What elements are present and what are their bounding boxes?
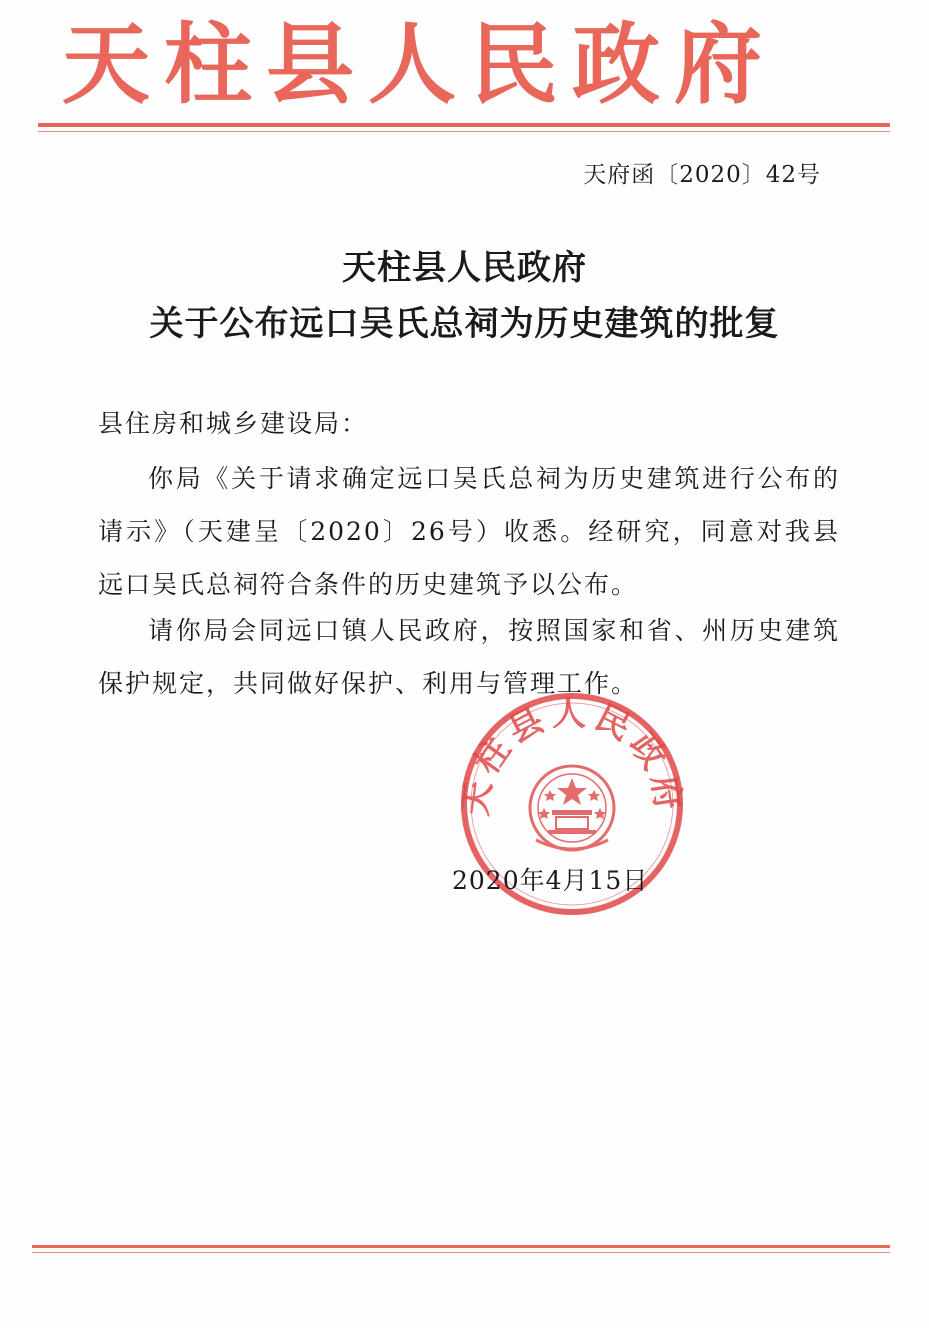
document-title-line-2: 关于公布远口吴氏总祠为历史建筑的批复 bbox=[149, 304, 780, 344]
masthead-title: 天柱县人民政府 bbox=[62, 13, 777, 116]
red-rule-top bbox=[38, 123, 890, 127]
issue-date: 2020年4月15日 bbox=[452, 866, 649, 895]
body-paragraph-2: 请你局会同远口镇人民政府，按照国家和省、州历史建筑保护规定，共同做好保护、利用与管理工作。 bbox=[98, 616, 840, 698]
salutation: 县住房和城乡建设局： bbox=[98, 409, 369, 438]
body-paragraph-1: 你局《关于请求确定远口吴氏总祠为历史建筑进行公布的请示》（天建呈〔2020〕26号）收悉。经研究，同意对我县远口吴氏总祠符合条件的历史建筑予以公布。 bbox=[98, 464, 840, 599]
document-number: 天府函〔2020〕42号 bbox=[583, 162, 821, 188]
red-rule-top-thin bbox=[38, 131, 890, 132]
national-emblem-icon bbox=[530, 766, 614, 850]
document-title-line-1: 天柱县人民政府 bbox=[342, 248, 587, 288]
seal-text: 天柱县人民政府 bbox=[458, 693, 686, 819]
red-rule-bottom bbox=[32, 1245, 890, 1248]
red-rule-bottom-thin bbox=[32, 1252, 890, 1253]
